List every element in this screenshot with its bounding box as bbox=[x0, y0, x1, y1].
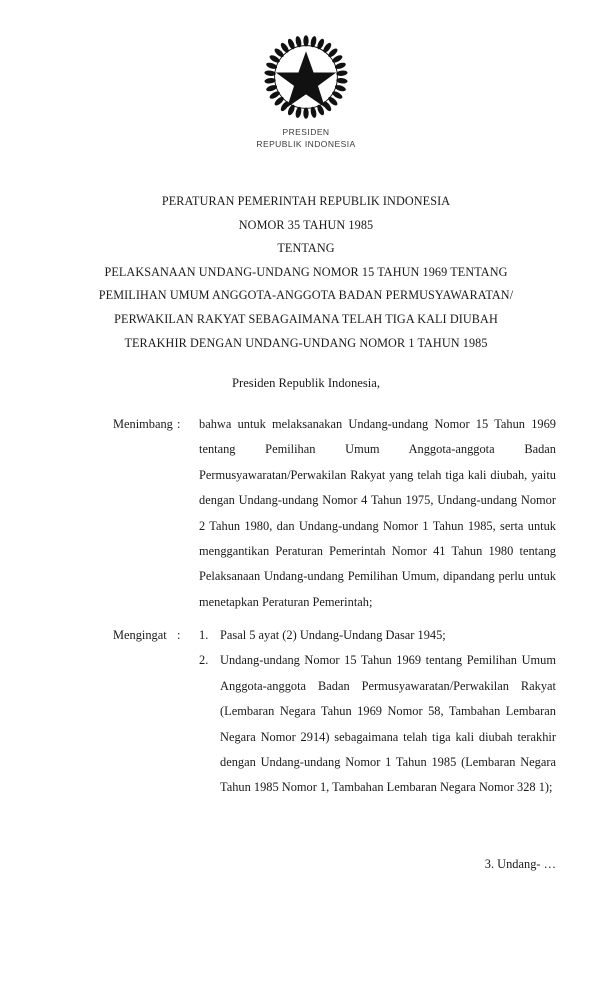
clause-mengingat bbox=[113, 623, 556, 801]
garuda-star-wreath-emblem bbox=[263, 34, 349, 120]
letterhead-caption-line2: REPUBLIK INDONESIA bbox=[256, 138, 356, 149]
title-line-7: TERAKHIR DENGAN UNDANG-UNDANG NOMOR 1 TAHUN 1985 bbox=[124, 335, 488, 350]
page-continuation-marker: 3. Undang- … bbox=[484, 857, 556, 871]
letterhead-caption bbox=[0, 127, 612, 150]
letterhead-caption-line1: PRESIDEN bbox=[282, 127, 330, 137]
list-item-number: 1. bbox=[199, 628, 209, 642]
title-line-6: PERWAKILAN RAKYAT SEBAGAIMANA TELAH TIGA KALI DIUBAH bbox=[114, 311, 498, 326]
clause-menimbang bbox=[113, 412, 556, 615]
clause-mengingat-body bbox=[199, 623, 556, 801]
title-line-3: TENTANG bbox=[277, 241, 335, 256]
clause-mengingat-colon: : bbox=[177, 628, 181, 642]
title-line-5: PEMILIHAN UMUM ANGGOTA-ANGGOTA BADAN PERMUSYAWARATAN/ bbox=[98, 288, 514, 303]
list-item bbox=[199, 648, 556, 800]
clause-menimbang-colon: : bbox=[177, 417, 181, 431]
letterhead bbox=[0, 34, 612, 150]
list-item-number: 2. bbox=[199, 653, 209, 668]
list-item-text: Undang-undang Nomor 15 Tahun 1969 tentang Pemilihan Umum Anggota-anggota Badan Permusyawaratan/Perwakilan Rakyat (Lembaran Negara Tahun 1969 Nomor 58, Tambahan Lembaran Negara Nomor 2914) sebagaimana telah tiga kali diubah terakhir dengan Undang-undang Nomor 1 Tahun 1985 (Lembaran Negara Tahun 1985 Nomor 1, Tambahan Lembaran Negara Nomor 328 1); bbox=[220, 653, 556, 795]
clause-mengingat-label: Mengingat bbox=[113, 628, 167, 642]
list-item bbox=[199, 623, 556, 648]
mengingat-list bbox=[199, 623, 556, 801]
document-title bbox=[46, 190, 566, 355]
clause-menimbang-label: Menimbang bbox=[113, 417, 173, 431]
title-line-4: PELAKSANAAN UNDANG-UNDANG NOMOR 15 TAHUN 1969 TENTANG bbox=[104, 264, 508, 279]
title-line-1: PERATURAN PEMERINTAH REPUBLIK INDONESIA bbox=[161, 194, 451, 208]
list-item-text: Pasal 5 ayat (2) Undang-Undang Dasar 1945; bbox=[220, 628, 446, 642]
clause-menimbang-body bbox=[199, 412, 556, 615]
clause-menimbang-paragraph: bahwa untuk melaksanakan Undang-undang Nomor 15 Tahun 1969 tentang Pemilihan Umum Anggota-anggota Badan Permusyawaratan/Perwakilan Rakyat yang telah tiga kali diubah, yaitu dengan Undang-undang Nomor 4 Tahun 1975, Undang-undang Nomor 2 Tahun 1980, dan Undang-undang Nomor 1 Tahun 1985, serta untuk menggantikan Peraturan Pemerintah Nomor 41 Tahun 1980 tentang Pelaksanaan Undang-undang Pemilihan Umum, dipandang perlu untuk menetapkan Peraturan Pemerintah; bbox=[199, 417, 556, 609]
title-line-2: NOMOR 35 TAHUN 1985 bbox=[238, 217, 374, 232]
opening-line: Presiden Republik Indonesia, bbox=[232, 376, 380, 390]
